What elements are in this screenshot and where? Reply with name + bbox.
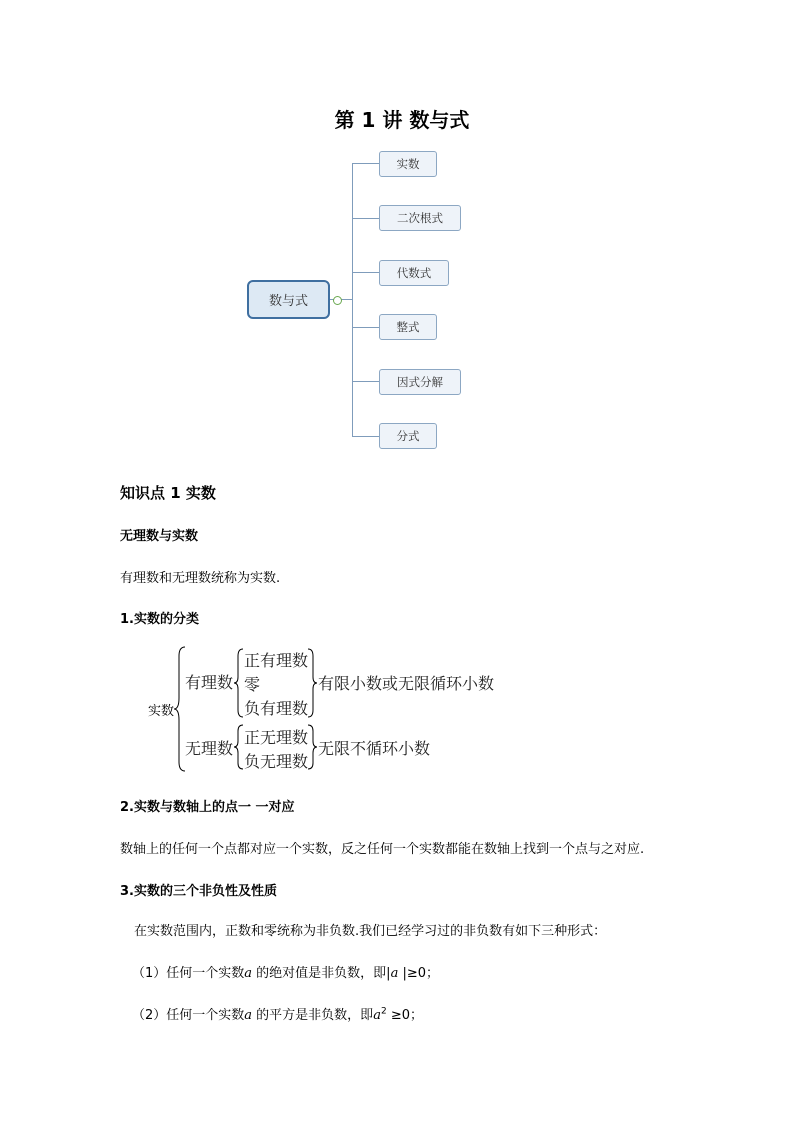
right-brace-icon bbox=[307, 724, 317, 770]
classification-heading: 1.实数的分类 bbox=[120, 612, 199, 627]
variable-a: a bbox=[244, 966, 253, 981]
mindmap-node-real-numbers[interactable]: 实数 bbox=[379, 151, 437, 177]
negative-irrational-label: 负无理数 bbox=[244, 752, 309, 771]
mindmap-node-factorization[interactable]: 因式分解 bbox=[379, 369, 461, 395]
section-heading: 知识点 1 实数 bbox=[120, 484, 216, 502]
mindmap-branch-line bbox=[352, 327, 379, 328]
left-brace-icon bbox=[234, 724, 244, 770]
mindmap-root-node[interactable]: 数与式 bbox=[247, 280, 330, 319]
numberline-heading: 2.实数与数轴上的点一 一对应 bbox=[120, 800, 295, 815]
mindmap-branch-line bbox=[352, 436, 379, 437]
mindmap-node-polynomials[interactable]: 整式 bbox=[379, 314, 437, 340]
rational-label: 有理数 bbox=[185, 673, 234, 692]
irrational-label: 无理数 bbox=[185, 739, 234, 758]
classify-root-label: 实数 bbox=[148, 704, 175, 719]
item-text: 的绝对值是非负数，即| bbox=[252, 966, 391, 981]
positive-rational-label: 正有理数 bbox=[244, 651, 309, 670]
property-item-1 bbox=[132, 962, 439, 981]
item-text: （2）任何一个实数 bbox=[132, 1008, 245, 1023]
mindmap-node-quadratic-radicals[interactable]: 二次根式 bbox=[379, 205, 461, 231]
item-text: ≥0； bbox=[386, 1008, 423, 1023]
mindmap-node-fractions[interactable]: 分式 bbox=[379, 423, 437, 449]
right-brace-icon bbox=[307, 648, 317, 718]
nonnegative-heading: 3.实数的三个非负性及性质 bbox=[120, 884, 277, 899]
left-brace-icon bbox=[234, 648, 244, 718]
subsection-heading: 无理数与实数 bbox=[120, 529, 199, 544]
variable-a: a bbox=[373, 1008, 381, 1023]
page-title: 第 1 讲 数与式 bbox=[334, 108, 470, 132]
paragraph: 有理数和无理数统称为实数. bbox=[120, 571, 281, 586]
rational-description: 有限小数或无限循环小数 bbox=[318, 674, 495, 693]
mindmap-branch-line bbox=[352, 381, 379, 382]
mindmap-branch-line bbox=[352, 218, 379, 219]
numberline-paragraph: 数轴上的任何一个点都对应一个实数，反之任何一个实数都能在数轴上找到一个点与之对应. bbox=[120, 842, 645, 857]
negative-rational-label: 负有理数 bbox=[244, 699, 309, 718]
exponent: 2 bbox=[380, 1006, 387, 1017]
item-text: 的平方是非负数，即 bbox=[252, 1008, 374, 1023]
zero-label: 零 bbox=[244, 675, 261, 694]
positive-irrational-label: 正无理数 bbox=[244, 728, 309, 747]
item-text: （1）任何一个实数 bbox=[132, 966, 245, 981]
mindmap-branch-line bbox=[352, 163, 379, 164]
item-text: |≥0； bbox=[398, 966, 440, 981]
variable-a: a bbox=[390, 966, 399, 981]
mindmap-trunk-line bbox=[352, 163, 353, 437]
mindmap-branch-line bbox=[352, 272, 379, 273]
nonnegative-paragraph: 在实数范围内，正数和零统称为非负数.我们已经学习过的非负数有如下三种形式： bbox=[134, 924, 607, 939]
mindmap-node-algebraic-expressions[interactable]: 代数式 bbox=[379, 260, 449, 286]
irrational-description: 无限不循环小数 bbox=[318, 739, 431, 758]
property-item-2 bbox=[132, 1004, 423, 1023]
collapse-toggle-icon[interactable] bbox=[333, 296, 342, 305]
variable-a: a bbox=[244, 1008, 253, 1023]
